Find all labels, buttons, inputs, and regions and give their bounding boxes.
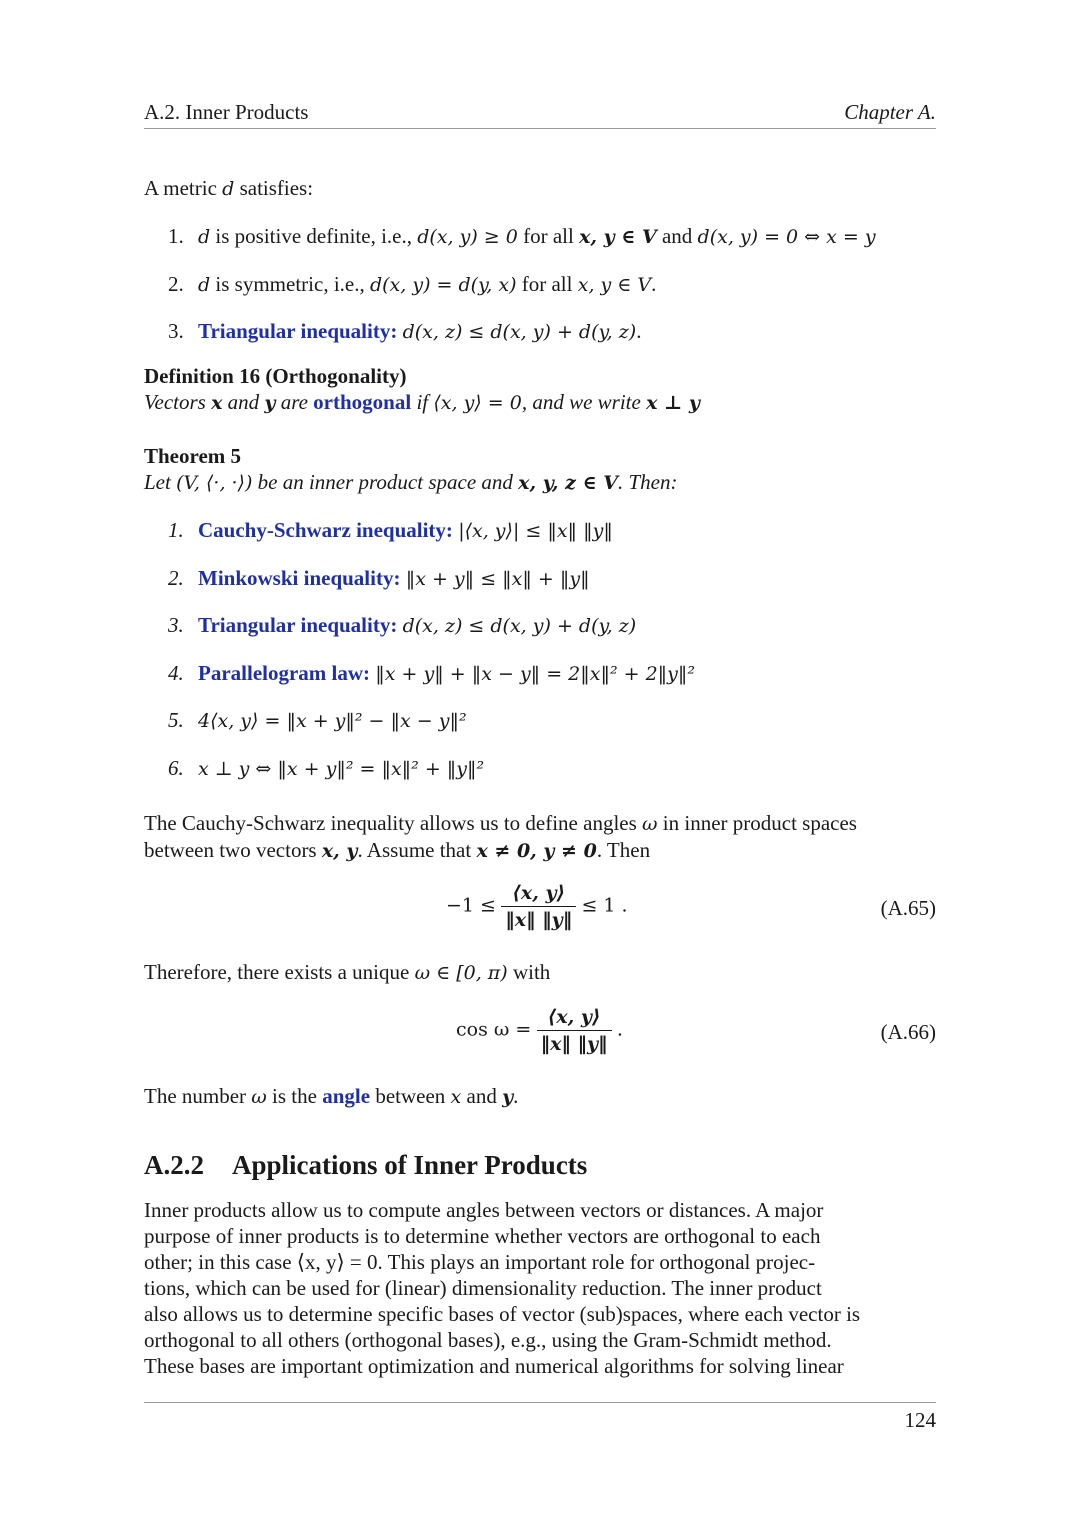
section-heading: [144, 1150, 587, 1181]
paragraph-line: other; in this case ⟨x, y⟩ = 0. This plays an important role for orthogonal projec-: [144, 1250, 816, 1274]
paragraph-line: purpose of inner products is to determine whether vectors are orthogonal to each: [144, 1224, 821, 1248]
math-expression: ‖x + y‖ + ‖x − y‖ = 2‖x‖² + 2‖y‖²: [375, 663, 696, 685]
header-section-title: A.2. Inner Products: [144, 100, 309, 124]
fraction-denominator: ‖x‖ ‖y‖: [540, 1033, 608, 1055]
metric-intro-tail: satisfies:: [234, 176, 314, 200]
definition-text: are: [275, 390, 314, 414]
list-number: 1.: [168, 518, 184, 542]
math-expression: x, y: [321, 840, 358, 862]
paragraph-line: These bases are important optimization and numerical algorithms for solving linear: [144, 1354, 844, 1378]
math-expression: y: [502, 1086, 514, 1108]
fraction-numerator: ⟨x, y⟩: [501, 882, 576, 907]
cauchy-schwarz-paragraph: [144, 810, 936, 864]
therefore-sentence: [144, 959, 936, 986]
item-text: for all: [517, 224, 580, 248]
list-number: 5.: [168, 708, 184, 732]
paragraph-text: between: [370, 1084, 451, 1108]
paragraph-text: Therefore, there exists a unique: [144, 960, 415, 984]
paragraph-line: also allows us to determine specific bases of vector (sub)spaces, where each vector is: [144, 1302, 861, 1326]
metric-intro: [144, 175, 936, 202]
math-expression: x: [211, 392, 223, 414]
running-header: [144, 100, 936, 129]
definition-text: Vectors: [144, 390, 212, 414]
math-expression: .: [616, 1018, 623, 1041]
math-expression: d(x, y) = 0 ⇔ x = y: [697, 226, 876, 248]
fraction: [537, 1006, 612, 1055]
list-number: 6.: [168, 756, 184, 780]
paragraph-line: [144, 837, 936, 864]
math-expression: x, y, z ∈ V: [518, 472, 618, 494]
list-number: 1.: [168, 224, 184, 248]
paragraph-text: with: [507, 960, 551, 984]
math-expression: ω ∈ [0, π): [414, 962, 508, 984]
page-number: 124: [904, 1408, 936, 1432]
paragraph-text: between two vectors: [144, 838, 322, 862]
list-number: 3.: [168, 613, 184, 637]
item-text: .: [651, 272, 657, 296]
equation-number: (A.66): [880, 1020, 936, 1044]
equation-body: [456, 1006, 623, 1055]
paragraph-line: [144, 810, 936, 837]
math-expression: x: [450, 1086, 462, 1108]
paragraph-text: The number: [144, 1084, 252, 1108]
math-expression: d(x, z) ≤ d(x, y) + d(y, z): [402, 615, 637, 637]
metric-symbol: d: [198, 274, 211, 296]
definition-title: Definition 16 (Orthogonality): [144, 364, 407, 388]
math-expression: x ⊥ y ⇔ ‖x + y‖² = ‖x‖² + ‖y‖²: [198, 758, 485, 780]
metric-item-3: [168, 318, 641, 345]
list-number: 2.: [168, 272, 184, 296]
math-expression: 4⟨x, y⟩ = ‖x + y‖² − ‖x − y‖²: [198, 710, 467, 732]
definition-text: , and we write: [521, 390, 647, 414]
math-expression: x, y ∈ V: [579, 226, 657, 248]
paragraph-line: Inner products allow us to compute angles between vectors or distances. A major: [144, 1198, 824, 1222]
item-text: is symmetric, i.e.,: [210, 272, 370, 296]
theorem-text: be an inner product space and: [252, 470, 519, 494]
theorem-item-5: [168, 707, 467, 734]
theorem-item-6: [168, 755, 484, 782]
triangular-inequality-link[interactable]: Triangular inequality:: [198, 319, 398, 343]
definition-block: [144, 363, 936, 416]
triangular-inequality-link[interactable]: Triangular inequality:: [198, 613, 398, 637]
paragraph-text: is the: [266, 1084, 323, 1108]
math-expression: ω: [642, 813, 658, 835]
definition-body: [144, 389, 936, 416]
theorem-item-3: [168, 612, 636, 639]
theorem-title: Theorem 5: [144, 444, 242, 468]
section-title: Applications of Inner Products: [232, 1150, 588, 1180]
paragraph-line: orthogonal to all others (orthogonal bases), e.g., using the Gram-Schmidt method.: [144, 1328, 832, 1352]
equation-a66: [144, 1006, 936, 1066]
fraction-denominator: ‖x‖ ‖y‖: [505, 909, 573, 931]
math-expression: d(x, y) = d(y, x): [369, 274, 517, 296]
equation-body: [446, 882, 628, 931]
math-expression: −1 ≤: [446, 894, 496, 917]
theorem-item-1: [168, 517, 613, 544]
paragraph-text: .: [513, 1084, 519, 1108]
list-number: 2.: [168, 566, 184, 590]
list-number: 4.: [168, 661, 184, 685]
theorem-statement: [144, 469, 936, 496]
definition-text: if: [411, 390, 434, 414]
item-text: is positive definite, i.e.,: [210, 224, 418, 248]
equation-a65: [144, 882, 936, 942]
applications-paragraph: [144, 1197, 936, 1379]
theorem-text: . Then:: [618, 470, 678, 494]
angle-link[interactable]: angle: [322, 1084, 371, 1108]
item-text: for all: [516, 272, 578, 296]
math-expression: d(x, y) ≥ 0: [417, 226, 518, 248]
theorem-item-2: [168, 565, 590, 592]
item-text: .: [636, 319, 642, 343]
equation-number: (A.65): [880, 896, 936, 920]
math-expression: y: [264, 392, 276, 414]
item-text: and: [656, 224, 698, 248]
list-number: 3.: [168, 319, 184, 343]
math-expression: ⟨x, y⟩ = 0: [433, 392, 522, 414]
orthogonal-link[interactable]: orthogonal: [313, 390, 412, 414]
paragraph-text: The Cauchy-Schwarz inequality allows us to define angles: [144, 811, 643, 835]
math-expression: d(x, z) ≤ d(x, y) + d(y, z): [402, 321, 637, 343]
metric-symbol: d: [198, 226, 211, 248]
paragraph-text: . Then: [596, 838, 651, 862]
math-expression: ω: [251, 1086, 267, 1108]
theorem-item-4: [168, 660, 695, 687]
paragraph-text: and: [461, 1084, 503, 1108]
metric-symbol: d: [222, 178, 235, 200]
paragraph-line: tions, which can be used for (linear) dimensionality reduction. The inner product: [144, 1276, 822, 1300]
angle-sentence: [144, 1083, 936, 1110]
minkowski-inequality-link[interactable]: Minkowski inequality:: [198, 566, 401, 590]
fraction-numerator: ⟨x, y⟩: [537, 1006, 612, 1031]
parallelogram-law-link[interactable]: Parallelogram law:: [198, 661, 371, 685]
theorem-text: Let: [144, 470, 177, 494]
definition-text: and: [222, 390, 265, 414]
cauchy-schwarz-link[interactable]: Cauchy-Schwarz inequality:: [198, 518, 453, 542]
section-number: A.2.2: [144, 1150, 204, 1180]
math-expression: ‖x + y‖ ≤ ‖x‖ + ‖y‖: [405, 568, 590, 590]
theorem-block: [144, 443, 936, 496]
math-expression: (V, ⟨·, ·⟩): [176, 472, 253, 494]
math-expression: cos ω =: [456, 1018, 532, 1041]
footer-divider: [144, 1402, 936, 1403]
math-expression: x, y ∈ V: [577, 274, 652, 296]
math-expression: x ⊥ y: [646, 392, 700, 414]
metric-intro-text: A metric: [144, 176, 223, 200]
metric-item-1: [168, 223, 876, 250]
metric-item-2: [168, 271, 656, 298]
math-expression: x ≠ 0, y ≠ 0: [476, 840, 597, 862]
header-chapter-label: Chapter A.: [844, 100, 936, 124]
paragraph-text: . Assume that: [357, 838, 477, 862]
fraction: [501, 882, 576, 931]
paragraph-text: in inner product spaces: [657, 811, 857, 835]
math-expression: ≤ 1 .: [581, 894, 628, 917]
math-expression: |⟨x, y⟩| ≤ ‖x‖ ‖y‖: [458, 520, 613, 542]
